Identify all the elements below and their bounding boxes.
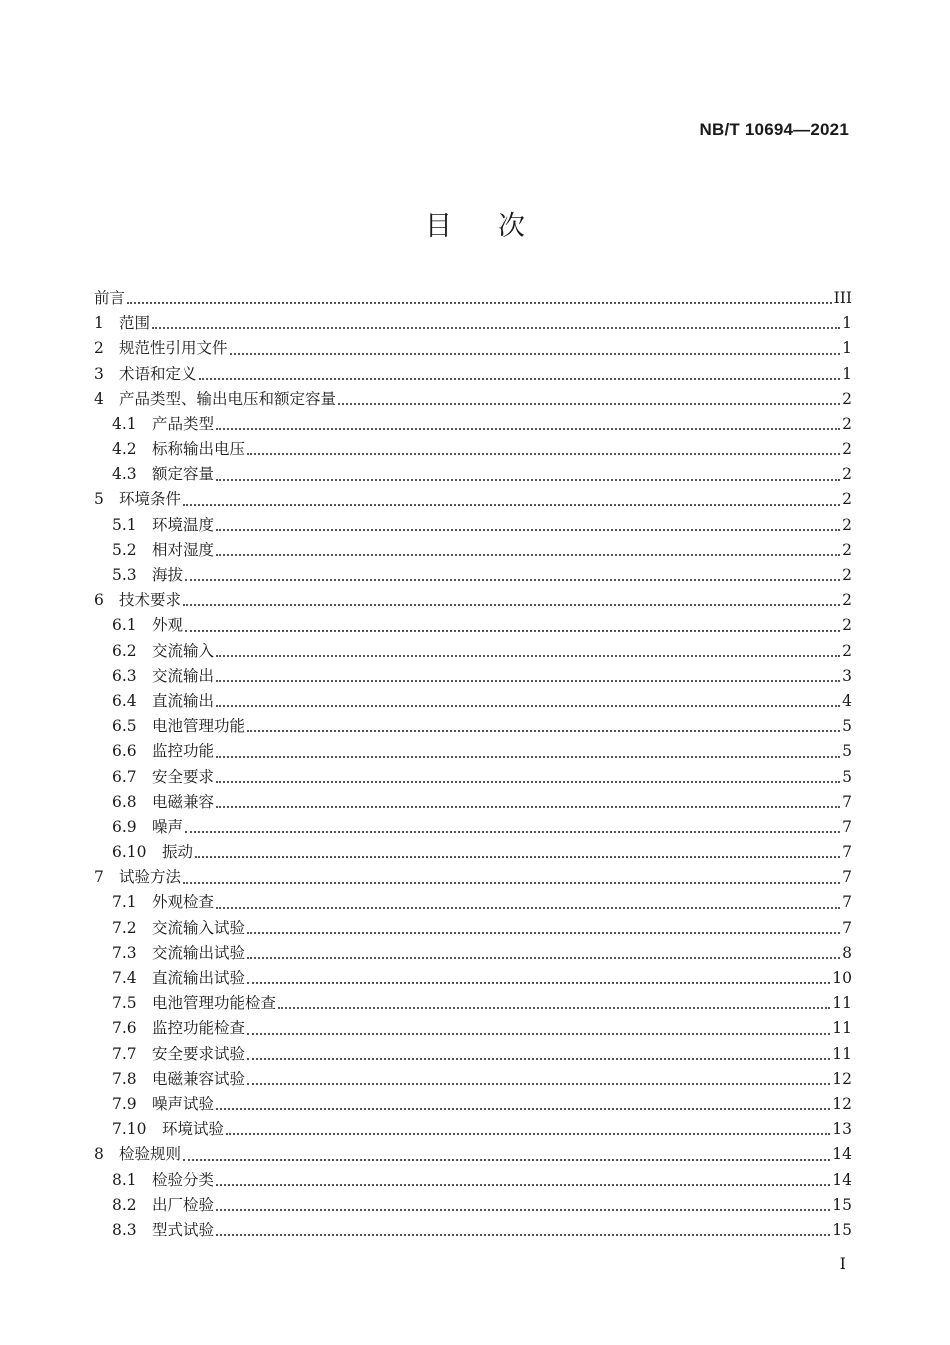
dot-leader: [226, 1133, 830, 1135]
dot-leader: [127, 302, 832, 304]
toc-entry-page: 11: [832, 994, 852, 1013]
toc-entry-page: 2: [842, 389, 852, 408]
dot-leader: [247, 982, 830, 984]
dot-leader: [216, 1234, 830, 1236]
dot-leader: [247, 932, 840, 934]
toc-entry-number: 6: [94, 591, 104, 610]
dot-leader: [230, 353, 840, 355]
toc-entry-label: 外观: [152, 616, 184, 635]
toc-entry-page: 2: [842, 515, 852, 534]
toc-entry-page: 11: [832, 1019, 852, 1038]
toc-entry[interactable]: [94, 941, 852, 966]
toc-entry-number: 7.7: [112, 1044, 137, 1063]
toc-entry[interactable]: [94, 437, 852, 462]
dot-leader: [216, 680, 840, 682]
toc-entry-number: 6.2: [112, 641, 137, 660]
toc-entry-number: 6.8: [112, 792, 137, 811]
toc-entry-page: 1: [842, 339, 852, 358]
dot-leader: [152, 327, 840, 329]
dot-leader: [183, 882, 840, 884]
toc-entry-page: 7: [842, 817, 852, 836]
toc-entry[interactable]: [94, 765, 852, 790]
toc-entry-number: 5: [94, 490, 104, 509]
toc-entry-page: 1: [842, 364, 852, 383]
toc-entry[interactable]: [94, 538, 852, 563]
toc-entry-label: 规范性引用文件: [119, 339, 228, 358]
toc-entry-label: 噪声: [152, 817, 184, 836]
dot-leader: [185, 831, 840, 833]
dot-leader: [183, 604, 840, 606]
table-of-contents: [94, 286, 852, 1243]
toc-entry-label: 海拔: [152, 566, 184, 585]
toc-entry[interactable]: [94, 891, 852, 916]
toc-entry-page: 2: [842, 540, 852, 559]
dot-leader: [216, 1184, 830, 1186]
toc-entry-page: 2: [842, 641, 852, 660]
dot-leader: [247, 453, 840, 455]
standard-number: NB/T 10694—2021: [699, 120, 849, 139]
toc-entry-label: 术语和定义: [119, 364, 197, 383]
dot-leader: [216, 1108, 830, 1110]
toc-entry-page: 7: [842, 893, 852, 912]
toc-entry-page: 15: [832, 1195, 852, 1214]
toc-entry[interactable]: [94, 1067, 852, 1092]
dot-leader: [195, 856, 840, 858]
toc-entry-page: 8: [842, 943, 852, 962]
toc-entry-number: 8: [94, 1145, 104, 1164]
toc-entry-number: 6.5: [112, 717, 137, 736]
dot-leader: [216, 907, 840, 909]
toc-entry[interactable]: [94, 739, 852, 764]
toc-entry-number: 4.2: [112, 440, 137, 459]
toc-entry-label: 检验规则: [119, 1145, 182, 1164]
toc-entry-number: 6.6: [112, 742, 137, 761]
dot-leader: [216, 806, 840, 808]
dot-leader: [216, 479, 840, 481]
toc-entry[interactable]: [94, 336, 852, 361]
toc-entry-label: 前言: [94, 288, 126, 307]
toc-entry-label: 外观检查: [152, 893, 215, 912]
dot-leader: [216, 655, 840, 657]
toc-entry[interactable]: [94, 966, 852, 991]
toc-entry-label: 安全要求试验: [152, 1044, 246, 1063]
toc-entry-number: 5.2: [112, 540, 137, 559]
toc-entry[interactable]: [94, 991, 852, 1016]
toc-entry-number: 7.9: [112, 1094, 137, 1113]
toc-entry-number: 1: [94, 314, 104, 333]
toc-entry-page: 7: [842, 843, 852, 862]
toc-entry-number: 7: [94, 868, 104, 887]
toc-entry[interactable]: [94, 1142, 852, 1167]
toc-entry-page: 2: [842, 465, 852, 484]
dot-leader: [185, 579, 840, 581]
toc-entry-label: 环境温度: [152, 515, 215, 534]
toc-entry-label: 振动: [162, 843, 194, 862]
toc-entry[interactable]: [94, 714, 852, 739]
toc-entry[interactable]: [94, 865, 852, 890]
toc-entry-page: 7: [842, 792, 852, 811]
toc-entry-page: 10: [832, 969, 852, 988]
dot-leader: [247, 1058, 830, 1060]
toc-entry-page: 13: [832, 1120, 852, 1139]
toc-entry-page: 15: [832, 1220, 852, 1239]
dot-leader: [183, 1159, 830, 1161]
dot-leader: [216, 781, 840, 783]
toc-entry-number: 4: [94, 389, 104, 408]
toc-entry-page: 5: [842, 767, 852, 786]
toc-entry[interactable]: [94, 1092, 852, 1117]
dot-leader: [216, 756, 840, 758]
toc-entry-page: 7: [842, 918, 852, 937]
toc-entry-page: 12: [832, 1094, 852, 1113]
toc-entry-number: 7.5: [112, 994, 137, 1013]
toc-entry-page: 5: [842, 717, 852, 736]
toc-entry-number: 7.4: [112, 969, 137, 988]
toc-entry-number: 7.2: [112, 918, 137, 937]
toc-entry-number: 8.3: [112, 1220, 137, 1239]
toc-entry[interactable]: [94, 1168, 852, 1193]
footer-page-number: I: [839, 1254, 846, 1273]
toc-entry-label: 技术要求: [119, 591, 182, 610]
toc-entry[interactable]: [94, 664, 852, 689]
dot-leader: [338, 403, 840, 405]
toc-entry-number: 5.1: [112, 515, 137, 534]
toc-entry[interactable]: [94, 1016, 852, 1041]
toc-entry-number: 8.1: [112, 1170, 137, 1189]
dot-leader: [216, 529, 840, 531]
toc-entry[interactable]: [94, 488, 852, 513]
toc-entry[interactable]: [94, 639, 852, 664]
toc-entry[interactable]: [94, 588, 852, 613]
toc-entry[interactable]: [94, 563, 852, 588]
toc-entry-page: 1: [842, 314, 852, 333]
toc-entry-page: 2: [842, 591, 852, 610]
toc-entry-number: 8.2: [112, 1195, 137, 1214]
toc-entry[interactable]: [94, 412, 852, 437]
toc-entry-label: 标称输出电压: [152, 440, 246, 459]
toc-entry-page: 12: [832, 1069, 852, 1088]
toc-entry-label: 交流输入试验: [152, 918, 246, 937]
toc-entry-label: 交流输入: [152, 641, 215, 660]
toc-entry[interactable]: [94, 790, 852, 815]
toc-entry[interactable]: [94, 311, 852, 336]
toc-entry-number: 7.10: [112, 1120, 147, 1139]
toc-entry-number: 6.10: [112, 843, 147, 862]
toc-entry-page: 2: [842, 440, 852, 459]
dot-leader: [199, 378, 840, 380]
toc-entry-label: 监控功能检查: [152, 1019, 246, 1038]
toc-entry-page: III: [833, 288, 852, 307]
toc-entry-page: 2: [842, 414, 852, 433]
toc-entry-number: 6.7: [112, 767, 137, 786]
toc-entry[interactable]: [94, 916, 852, 941]
toc-entry-number: 6.9: [112, 817, 137, 836]
dot-leader: [247, 1033, 830, 1035]
toc-entry[interactable]: [94, 462, 852, 487]
toc-entry-number: 3: [94, 364, 104, 383]
toc-entry[interactable]: [94, 613, 852, 638]
toc-entry-label: 电池管理功能检查: [152, 994, 277, 1013]
toc-entry-page: 2: [842, 566, 852, 585]
dot-leader: [185, 630, 840, 632]
toc-entry-label: 检验分类: [152, 1170, 215, 1189]
toc-entry-label: 直流输出试验: [152, 969, 246, 988]
toc-entry-page: 5: [842, 742, 852, 761]
toc-entry[interactable]: [94, 362, 852, 387]
toc-entry-page: 14: [832, 1145, 852, 1164]
toc-entry-label: 环境试验: [162, 1120, 225, 1139]
toc-entry[interactable]: [94, 387, 852, 412]
dot-leader: [183, 504, 840, 506]
toc-entry-number: 4.1: [112, 414, 137, 433]
toc-entry-page: 2: [842, 490, 852, 509]
toc-entry-label: 产品类型、输出电压和额定容量: [119, 389, 337, 408]
toc-entry[interactable]: [94, 513, 852, 538]
toc-entry-label: 安全要求: [152, 767, 215, 786]
dot-leader: [247, 957, 840, 959]
toc-entry-number: 7.6: [112, 1019, 137, 1038]
toc-entry-label: 交流输出试验: [152, 943, 246, 962]
toc-entry-page: 2: [842, 616, 852, 635]
toc-entry-page: 7: [842, 868, 852, 887]
dot-leader: [247, 1083, 830, 1085]
dot-leader: [216, 705, 840, 707]
toc-entry-label: 电池管理功能: [152, 717, 246, 736]
toc-entry-label: 出厂检验: [152, 1195, 215, 1214]
toc-entry-label: 相对湿度: [152, 540, 215, 559]
toc-entry-label: 环境条件: [119, 490, 182, 509]
toc-entry[interactable]: [94, 286, 852, 311]
toc-entry-page: 3: [842, 666, 852, 685]
toc-entry-label: 产品类型: [152, 414, 215, 433]
toc-entry-page: 11: [832, 1044, 852, 1063]
toc-entry-number: 2: [94, 339, 104, 358]
toc-entry-label: 型式试验: [152, 1220, 215, 1239]
toc-entry[interactable]: [94, 689, 852, 714]
toc-entry-label: 额定容量: [152, 465, 215, 484]
toc-entry-label: 电磁兼容试验: [152, 1069, 246, 1088]
toc-entry-number: 4.3: [112, 465, 137, 484]
page-title: 目次: [425, 211, 571, 242]
dot-leader: [216, 554, 840, 556]
dot-leader: [216, 1209, 830, 1211]
toc-entry-label: 电磁兼容: [152, 792, 215, 811]
toc-entry-label: 交流输出: [152, 666, 215, 685]
dot-leader: [278, 1007, 830, 1009]
toc-entry-number: 6.3: [112, 666, 137, 685]
toc-entry[interactable]: [94, 815, 852, 840]
toc-entry-number: 7.3: [112, 943, 137, 962]
toc-entry-page: 14: [832, 1170, 852, 1189]
toc-entry-label: 范围: [119, 314, 151, 333]
toc-entry-number: 6.1: [112, 616, 137, 635]
toc-entry-number: 6.4: [112, 691, 137, 710]
toc-entry[interactable]: [94, 1042, 852, 1067]
toc-entry[interactable]: [94, 840, 852, 865]
toc-entry-label: 直流输出: [152, 691, 215, 710]
dot-leader: [216, 428, 840, 430]
toc-entry-number: 7.8: [112, 1069, 137, 1088]
toc-entry-page: 4: [842, 691, 852, 710]
toc-entry[interactable]: [94, 1117, 852, 1142]
toc-entry-number: 5.3: [112, 566, 137, 585]
toc-entry-label: 试验方法: [119, 868, 182, 887]
toc-entry-number: 7.1: [112, 893, 137, 912]
toc-entry[interactable]: [94, 1218, 852, 1243]
toc-entry-label: 监控功能: [152, 742, 215, 761]
toc-entry[interactable]: [94, 1193, 852, 1218]
dot-leader: [247, 730, 840, 732]
toc-entry-label: 噪声试验: [152, 1094, 215, 1113]
